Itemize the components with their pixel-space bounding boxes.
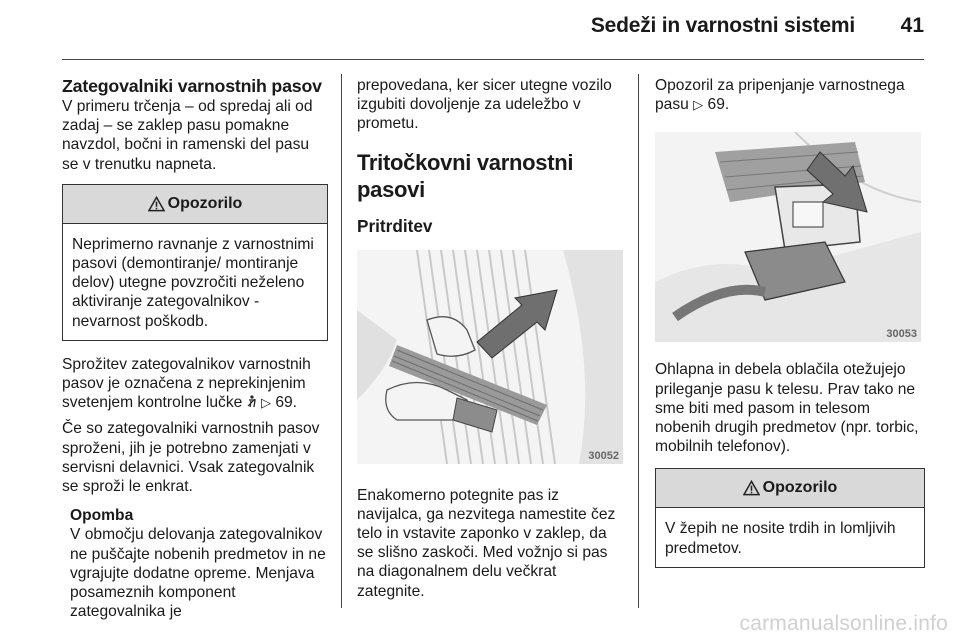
- warning-text: Neprimerno ravnanje z varnostnimi pasovi (demontiranje/ montiranje delov) utegne povzročiti neželeno aktiviranje zategovalnikov - nevarnost poškodb.: [72, 235, 314, 330]
- warning-box-2: [655, 468, 925, 567]
- figure-number: 30052: [588, 449, 619, 462]
- subheading-fastening: Pritrditev: [357, 215, 433, 236]
- clothing-advice-text: Ohlapna in debela oblačila otežujejo prileganje pasu k telesu. Prav tako ne sme biti med pasom in telesom nobenih drugih predmetov (npr. torbic, mobilnih telefonov).: [655, 361, 919, 456]
- warning-icon: [743, 480, 760, 496]
- page-ref[interactable]: 69.: [275, 394, 298, 412]
- warning-header: [656, 469, 924, 508]
- header-divider: [62, 59, 924, 60]
- figure-buckle: [655, 132, 921, 342]
- page-header-title: Sedeži in varnostni sistemi: [590, 14, 855, 37]
- page-ref[interactable]: 69.: [707, 96, 730, 114]
- note-text: V območju delovanja zategovalnikov ne puščajte nobenih predmetov in ne vgrajujte dodatne opreme. Menjava posameznih komponent zategovalnika je: [70, 526, 326, 621]
- warning-icon: [148, 196, 165, 212]
- column-divider-1: [341, 74, 342, 608]
- warning-header: [63, 185, 327, 224]
- warning-box-1: [62, 184, 328, 341]
- figure-fastening: [357, 250, 623, 464]
- column-divider-2: [638, 74, 639, 608]
- belt-buckle-illustration: [655, 132, 921, 342]
- reminder-text-body: Opozoril za pripenjanje varnostnega pasu: [655, 77, 905, 114]
- note-title: Opomba: [70, 507, 134, 525]
- pretensioner-intro-text: V primeru trčenja – od spredaj ali od zadaj – se zaklep pasu pomakne navzdol, bočni in ramenski del pasu se v trenutku napneta.: [62, 98, 313, 173]
- watermark: carmanualsonline.info: [739, 612, 948, 635]
- column-3: [655, 76, 925, 568]
- pretensioner-replacement-text: Če so zategovalniki varnostnih pasov sproženi, jih je potrebno zamenjati v servisni delavnici. Vsak zategovalnik se sproži le enkrat.: [62, 420, 320, 496]
- page-ref-icon: ▷: [693, 97, 704, 113]
- section-heading-pretensioners: Zategovalniki varnostnih pasov: [62, 76, 322, 96]
- continued-text: prepovedana, ker sicer utegne vozilo izgubiti dovoljenje za udeležbo v prometu.: [357, 77, 612, 133]
- section-heading-three-point-belts: Tritočkovni varnostni pasovi: [357, 149, 574, 202]
- seatbelt-indicator-icon: [247, 395, 257, 408]
- page-ref-icon: ▷: [260, 395, 271, 411]
- fastening-instructions: Enakomerno potegnite pas iz navijalca, ga nezvitega namestite čez telo in vstavite zaponko v zaklep, da se slišno zaskoči. Med vožnjo si pas na diagonalnem delu večkrat zategnite.: [357, 486, 616, 600]
- warning-title: Opozorilo: [762, 479, 838, 497]
- belt-fastening-illustration: [357, 250, 623, 464]
- column-2: [357, 76, 627, 608]
- indicator-text: Sprožitev zategovalnikov varnostnih pasov je označena z neprekinjenim svetenjem kontrolne lučke: [62, 355, 311, 412]
- reminder-text: [655, 76, 925, 114]
- note-block: [62, 506, 328, 621]
- pretensioner-indicator-text: [62, 355, 328, 413]
- page-number: 41: [900, 14, 924, 37]
- column-1: [62, 76, 328, 621]
- figure-number: 30053: [886, 328, 917, 341]
- warning-title: Opozorilo: [167, 194, 243, 212]
- warning-text: V žepih ne nosite trdih in lomljivih predmetov.: [665, 520, 896, 557]
